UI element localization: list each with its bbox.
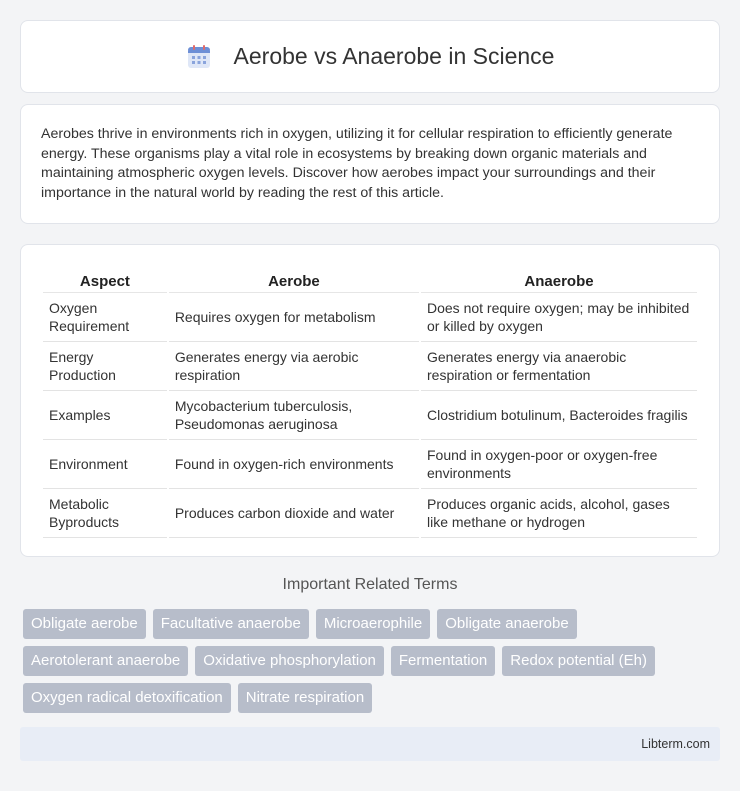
term-tag[interactable]: Obligate aerobe [23, 609, 146, 639]
table-cell: Examples [43, 391, 167, 440]
table-cell: Metabolic Byproducts [43, 489, 167, 538]
intro-card [20, 104, 720, 224]
table-cell: Oxygen Requirement [43, 293, 167, 342]
table-cell: Generates energy via aerobic respiration [169, 342, 419, 391]
table-row [43, 342, 697, 391]
table-row [43, 489, 697, 538]
term-tag[interactable]: Facultative anaerobe [153, 609, 309, 639]
table-cell: Requires oxygen for metabolism [169, 293, 419, 342]
table-cell: Does not require oxygen; may be inhibited or killed by oxygen [421, 293, 697, 342]
table-cell: Produces organic acids, alcohol, gases like methane or hydrogen [421, 489, 697, 538]
comparison-table-card [20, 244, 720, 557]
header-card [20, 20, 720, 93]
related-terms-heading: Important Related Terms [282, 576, 458, 593]
term-tag[interactable]: Nitrate respiration [238, 683, 372, 713]
term-tag[interactable]: Fermentation [391, 646, 495, 676]
term-tag[interactable]: Redox potential (Eh) [502, 646, 655, 676]
term-tag[interactable]: Aerotolerant anaerobe [23, 646, 188, 676]
calendar-grid-icon [186, 44, 212, 70]
term-tag[interactable]: Oxygen radical detoxification [23, 683, 231, 713]
page-title: Aerobe vs Anaerobe in Science [233, 43, 555, 69]
column-header-aerobe: Aerobe [169, 263, 419, 293]
table-cell: Generates energy via anaerobic respiration or fermentation [421, 342, 697, 391]
table-cell: Produces carbon dioxide and water [169, 489, 419, 538]
table-cell: Energy Production [43, 342, 167, 391]
table-row [43, 391, 697, 440]
table-cell: Environment [43, 440, 167, 489]
footer-bar [20, 727, 720, 761]
comparison-table [41, 263, 699, 538]
table-row [43, 293, 697, 342]
term-tag[interactable]: Microaerophile [316, 609, 430, 639]
related-terms-list [23, 609, 713, 713]
table-cell: Found in oxygen-poor or oxygen-free environments [421, 440, 697, 489]
table-header-row [43, 263, 697, 293]
table-cell: Mycobacterium tuberculosis, Pseudomonas aeruginosa [169, 391, 419, 440]
column-header-anaerobe: Anaerobe [421, 263, 697, 293]
footer-site-link[interactable]: Libterm.com [641, 737, 710, 751]
term-tag[interactable]: Oxidative phosphorylation [195, 646, 384, 676]
column-header-aspect: Aspect [43, 263, 167, 293]
table-row [43, 440, 697, 489]
table-cell: Found in oxygen-rich environments [169, 440, 419, 489]
intro-paragraph: Aerobes thrive in environments rich in oxygen, utilizing it for cellular respiration to efficiently generate energy. These organisms play a vital role in ecosystems by breaking down organic materials and maintaining atmospheric oxygen levels. Discover how aerobes impact your surroundings and their importance in the natural world by reading the rest of this article. [41, 126, 673, 201]
table-cell: Clostridium botulinum, Bacteroides fragilis [421, 391, 697, 440]
term-tag[interactable]: Obligate anaerobe [437, 609, 576, 639]
